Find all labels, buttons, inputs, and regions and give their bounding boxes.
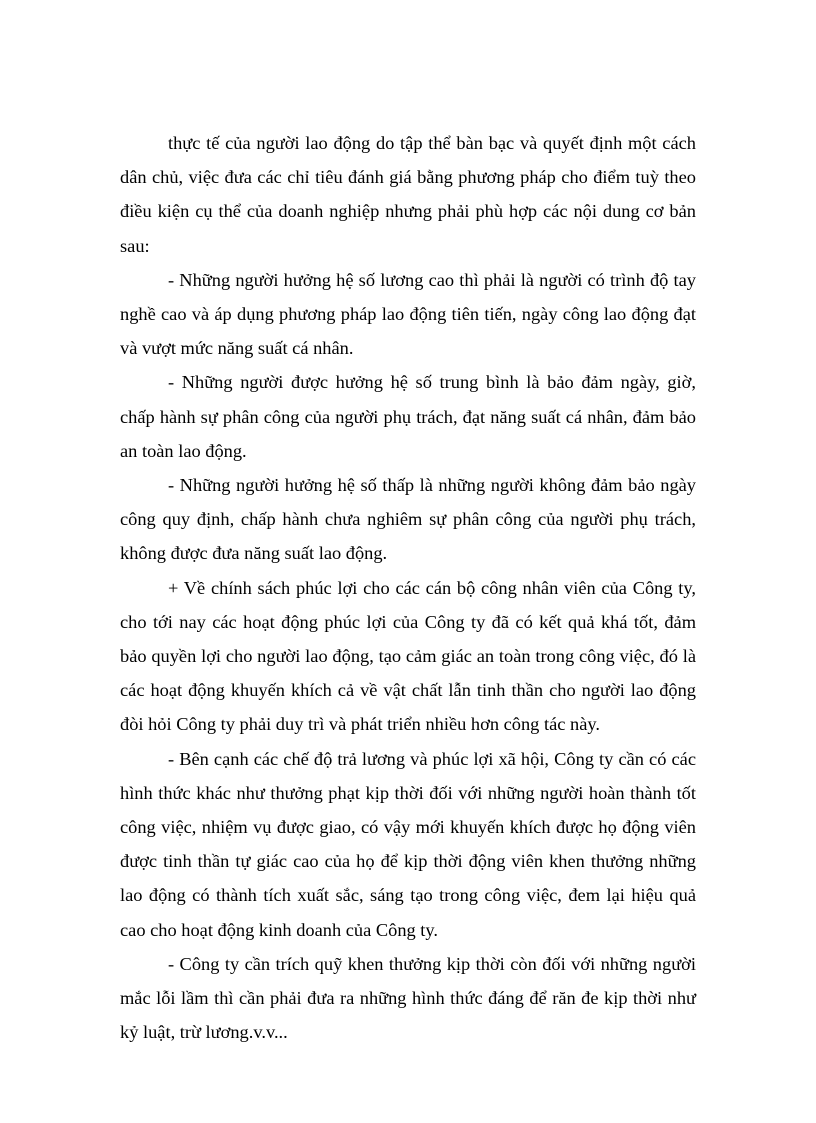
paragraph-5: + Về chính sách phúc lợi cho các cán bộ công nhân viên của Công ty, cho tới nay các hoạt động phúc lợi của Công ty đã có kết quả khá tốt, đảm bảo quyền lợi cho người lao động, tạo cảm giác an toàn trong công việc, đó là các hoạt động khuyến khích cả về vật chất lẫn tinh thần cho người lao động đòi hỏi Công ty phải duy trì và phát triển nhiều hơn công tác này. [120,577,696,735]
document-body [120,126,696,1049]
paragraph-2: - Những người hưởng hệ số lương cao thì phải là người có trình độ tay nghề cao và áp dụng phương pháp lao động tiên tiến, ngày công lao động đạt và vượt mức năng suất cá nhân. [120,269,696,359]
paragraph-1: thực tế của người lao động do tập thể bàn bạc và quyết định một cách dân chủ, việc đưa các chỉ tiêu đánh giá bằng phương pháp cho điểm tuỳ theo điều kiện cụ thể của doanh nghiệp nhưng phải phù hợp các nội dung cơ bản sau: [120,133,696,256]
paragraph-3: - Những người được hưởng hệ số trung bình là bảo đảm ngày, giờ, chấp hành sự phân công của người phụ trách, đạt năng suất cá nhân, đảm bảo an toàn lao động. [120,372,696,461]
paragraph-4: - Những người hưởng hệ số thấp là những người không đảm bảo ngày công quy định, chấp hành chưa nghiêm sự phân công của người phụ trách, không được đưa năng suất lao động. [120,475,696,564]
paragraph-6: - Bên cạnh các chế độ trả lương và phúc lợi xã hội, Công ty cần có các hình thức khác như thưởng phạt kịp thời đối với những người hoàn thành tốt công việc, nhiệm vụ được giao, có vậy mới khuyến khích được họ động viên được tinh thần tự giác cao của họ để kịp thời động viên khen thưởng những lao động có thành tích xuất sắc, sáng tạo trong công việc, đem lại hiệu quả cao cho hoạt động kinh doanh của Công ty. [120,748,696,940]
paragraph-7: - Công ty cần trích quỹ khen thưởng kịp thời còn đối với những người mắc lỗi lầm thì cần phải đưa ra những hình thức đáng để răn đe kịp thời như kỷ luật, trừ lương.v.v... [120,953,696,1043]
